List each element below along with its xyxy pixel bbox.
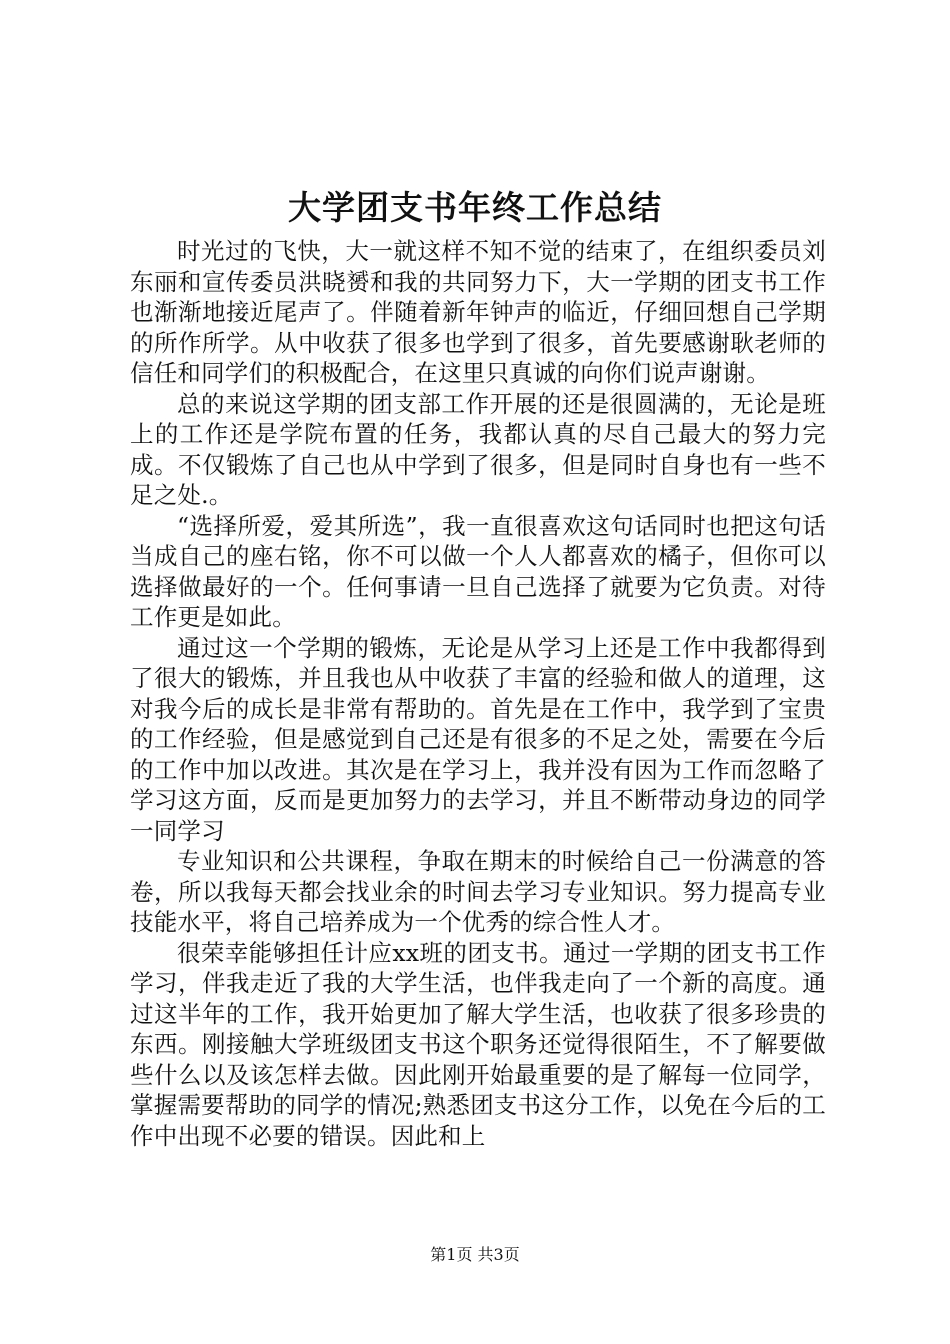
paragraph-1: 时光过的飞快，大一就这样不知不觉的结束了，在组织委员刘东丽和宣传委员洪晓赟和我的共同努力下，大一学期的团支书工作也渐渐地接近尾声了。伴随着新年钟声的临近，仔细回想自己学期的所作所学。从中收获了很多也学到了很多，首先要感谢耿老师的信任和同学们的积极配合，在这里只真诚的向你们说声谢谢。 xyxy=(130,237,826,387)
paragraph-4: 通过这一个学期的锻炼，无论是从学习上还是工作中我都得到了很大的锻炼，并且我也从中收获了丰富的经验和做人的道理，这对我今后的成长是非常有帮助的。首先是在工作中，我学到了宝贵的工作经验，但是感觉到自己还是有很多的不足之处，需要在今后的工作中加以改进。其次是在学习上，我并没有因为工作而忽略了学习这方面，反而是更加努力的去学习，并且不断带动身边的同学一同学习 xyxy=(130,633,826,845)
document-title: 大学团支书年终工作总结 xyxy=(288,188,662,227)
document-body xyxy=(130,236,826,1151)
paragraph-2: 总的来说这学期的团支部工作开展的还是很圆满的，无论是班上的工作还是学院布置的任务，我都认真的尽自己最大的努力完成。不仅锻炼了自己也从中学到了很多，但是同时自身也有一些不足之处.。 xyxy=(130,389,826,509)
paragraph-6: 很荣幸能够担任计应xx班的团支书。通过一学期的团支书工作学习，伴我走近了我的大学生活，也伴我走向了一个新的高度。通过这半年的工作，我开始更加了解大学生活，也收获了很多珍贵的东西。刚接触大学班级团支书这个职务还觉得很陌生，不了解要做些什么以及该怎样去做。因此刚开始最重要的是了解每一位同学，掌握需要帮助的同学的情况;熟悉团支书这分工作，以免在今后的工作中出现不必要的错误。因此和上 xyxy=(130,938,826,1150)
page-footer: 第1页 共3页 xyxy=(430,1245,520,1264)
paragraph-5: 专业知识和公共课程，争取在期末的时候给自己一份满意的答卷，所以我每天都会找业余的时间去学习专业知识。努力提高专业技能水平，将自己培养成为一个优秀的综合性人才。 xyxy=(130,847,826,936)
paragraph-3: “选择所爱，爱其所选”，我一直很喜欢这句话同时也把这句话当成自己的座右铭，你不可以做一个人人都喜欢的橘子，但你可以选择做最好的一个。任何事请一旦自己选择了就要为它负责。对待工作更是如此。 xyxy=(130,511,826,631)
